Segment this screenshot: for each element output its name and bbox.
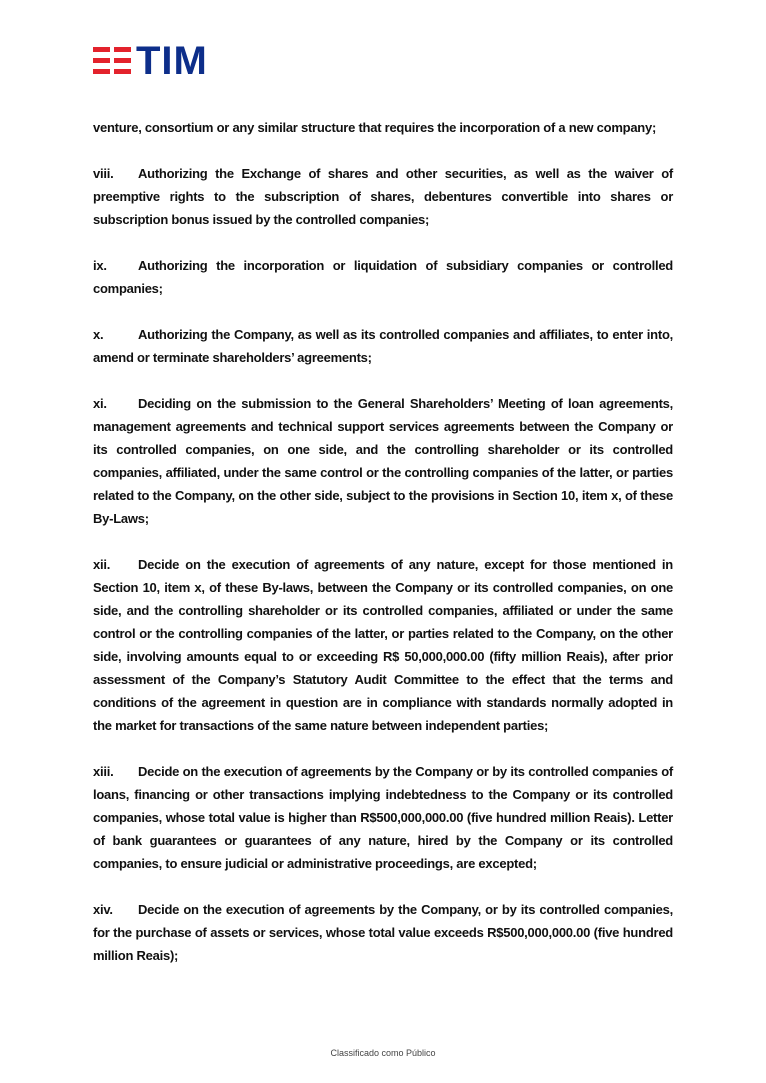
item-number: xi. — [93, 396, 107, 411]
tim-logo — [93, 39, 208, 83]
item-number: ix. — [93, 258, 107, 273]
item-number: xii. — [93, 557, 111, 572]
paragraph-item-xiii — [93, 760, 673, 875]
item-number: viii. — [93, 166, 114, 181]
tim-logo-mark-icon — [93, 44, 133, 78]
paragraph-continuation — [93, 116, 673, 139]
logo-wordmark: TIM — [136, 39, 208, 83]
paragraph-item-viii — [93, 162, 673, 231]
paragraph-text: Deciding on the submission to the General Shareholders’ Meeting of loan agreements, management agreements and technical support services agreements between the Company or its controlled companies, on one side, and the controlling shareholder or its controlled companies, affiliated, under the same control or the controlling companies of the latter, or parties related to the Company, on the other side, subject to the provisions in Section 10, item x, of these By-Laws; — [93, 396, 673, 526]
paragraph-text: Decide on the execution of agreements by the Company, or by its controlled companies, for the purchase of assets or services, whose total value exceeds R$500,000,000.00 (five hundred million Reais); — [93, 902, 673, 963]
item-number: xiii. — [93, 764, 114, 779]
item-number: x. — [93, 327, 104, 342]
paragraph-item-xi — [93, 392, 673, 530]
paragraph-text: Authorizing the incorporation or liquidation of subsidiary companies or controlled companies; — [93, 258, 673, 296]
paragraph-item-xii — [93, 553, 673, 737]
paragraph-text: venture, consortium or any similar structure that requires the incorporation of a new company; — [93, 120, 657, 135]
paragraph-text: Authorizing the Company, as well as its controlled companies and affiliates, to enter into, amend or terminate shareholders’ agreements; — [93, 327, 673, 365]
item-number: xiv. — [93, 902, 113, 917]
paragraph-item-x — [93, 323, 673, 369]
document-body — [93, 116, 673, 990]
paragraph-text: Decide on the execution of agreements of any nature, except for those mentioned in Section 10, item x, of these By-laws, between the Company or its controlled companies, on one side, and the controlling shareholder or its controlled companies, affiliated or under the same control or the controlling companies of the latter, or parties related to the Company, on the other side, involving amounts equal to or exceeding R$ 50,000,000.00 (fifty million Reais), after prior assessment of the Company’s Statutory Audit Committee to the effect that the terms and conditions of the agreement in question are in compliance with standards normally adopted in the market for transactions of the same nature between independent parties; — [93, 557, 673, 733]
paragraph-item-ix — [93, 254, 673, 300]
classification-footer: Classificado como Público — [330, 1048, 436, 1058]
paragraph-item-xiv — [93, 898, 673, 967]
paragraph-text: Authorizing the Exchange of shares and other securities, as well as the waiver of preemptive rights to the subscription of shares, debentures convertible into shares or subscription bonus issued by the controlled companies; — [93, 166, 673, 227]
paragraph-text: Decide on the execution of agreements by the Company or by its controlled companies of loans, financing or other transactions implying indebtedness to the Company or its controlled companies, whose total value is higher than R$500,000,000.00 (five hundred million Reais). Letter of bank guarantees or guarantees of any nature, hired by the Company or its controlled companies, to ensure judicial or administrative proceedings, are excepted; — [93, 764, 673, 871]
